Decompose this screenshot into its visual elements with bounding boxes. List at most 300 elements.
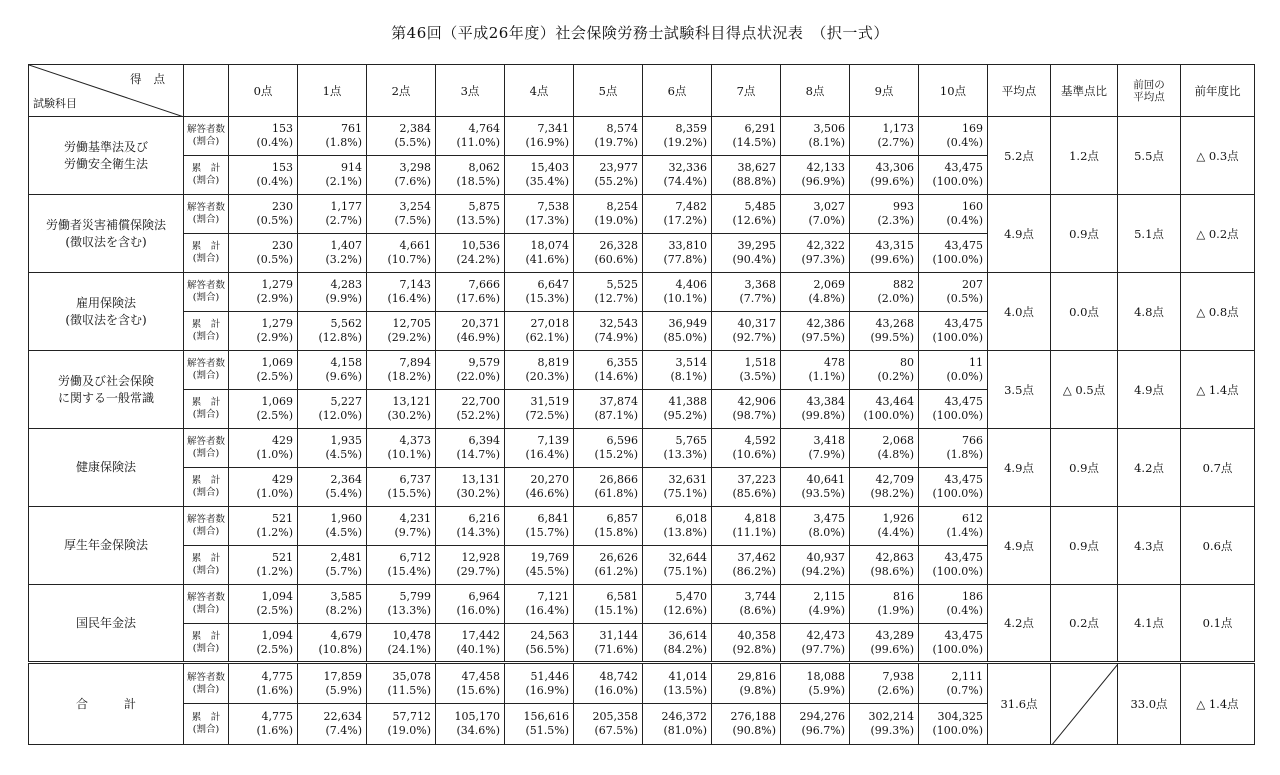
avg-score: 4.9点 [988,195,1051,273]
cell-percent: (10.1%) [663,292,707,305]
total-cumulative-cell-9 [850,704,919,745]
total-cumulative-cell-7 [712,704,781,745]
count-cell-4 [505,429,574,468]
cell-percent: (97.3%) [801,253,845,266]
cell-count: 17,442 [461,628,500,642]
cell-percent: (14.5%) [732,136,776,149]
avg-score: 4.9点 [988,429,1051,507]
count-cell-10 [919,429,988,468]
respondents-label: 解答者数 (割合) [184,195,229,234]
cell-percent: (29.7%) [456,565,500,578]
count-cell-5 [574,585,643,624]
cell-percent: (5.4%) [325,487,362,500]
total-avg-score: 31.6点 [988,663,1051,745]
cumulative-cell-9 [850,624,919,663]
cell-count: 43,268 [875,317,914,330]
cell-percent: (1.6%) [256,683,293,697]
cell-percent: (18.5%) [456,175,500,188]
cumulative-cell-1 [298,624,367,663]
avg-score: 4.2点 [988,585,1051,663]
cell-count: 2,115 [813,590,845,603]
base-ratio: 0.9点 [1051,195,1118,273]
cell-percent: (1.6%) [256,724,293,737]
cell-percent: (85.6%) [732,487,776,500]
cell-count: 23,977 [599,161,638,174]
cell-count: 761 [341,122,362,135]
cell-percent: (14.3%) [456,526,500,539]
respondents-label: 解答者数 (割合) [184,117,229,156]
count-cell-5 [574,273,643,312]
cell-count: 169 [962,122,983,135]
subject-name: 労働者災害補償保険法 (徴収法を含む) [29,195,184,273]
cell-count: 3,506 [813,122,845,135]
respondents-label: 解答者数 (割合) [184,351,229,390]
cell-percent: (16.9%) [525,683,569,697]
subject-name: 労働及び社会保険 に関する一般常識 [29,351,184,429]
cumulative-label: 累 計 (割合) [184,546,229,585]
cumulative-cell-3 [436,156,505,195]
cell-percent: (4.9%) [808,604,845,617]
cell-percent: (0.7%) [946,683,983,697]
corner-header [29,65,184,117]
cell-percent: (5.9%) [325,683,362,697]
cell-count: 3,418 [813,434,845,447]
cell-percent: (77.8%) [663,253,707,266]
cell-percent: (98.7%) [732,409,776,422]
cell-count: 1,407 [330,239,362,252]
cell-count: 6,712 [399,551,431,564]
cell-percent: (12.8%) [318,331,362,344]
cell-percent: (24.2%) [456,253,500,266]
cell-percent: (100.0%) [932,565,983,578]
cell-percent: (75.1%) [663,565,707,578]
cell-percent: (84.2%) [663,642,707,656]
cumulative-cell-4 [505,312,574,351]
cell-count: 153 [272,122,293,135]
cell-count: 612 [962,512,983,525]
cell-count: 3,514 [675,356,707,369]
cell-count: 6,841 [537,512,569,525]
cell-count: 38,627 [737,161,776,174]
cell-count: 24,563 [530,628,569,642]
cumulative-cell-7 [712,624,781,663]
cell-percent: (100.0%) [932,487,983,500]
cell-count: 15,403 [530,161,569,174]
count-cell-1 [298,117,367,156]
cell-percent: (8.2%) [325,604,362,617]
total-count-cell-10 [919,663,988,704]
count-cell-3 [436,507,505,546]
cell-count: 41,014 [668,669,707,683]
prev-avg-score: 4.1点 [1118,585,1181,663]
cumulative-label: 累 計 (割合) [184,704,229,745]
count-cell-10 [919,351,988,390]
base-ratio: 1.2点 [1051,117,1118,195]
cell-percent: (7.9%) [808,448,845,461]
score-header-9: 9点 [850,65,919,117]
cell-percent: (8.6%) [739,604,776,617]
count-cell-4 [505,195,574,234]
cell-percent: (4.5%) [325,526,362,539]
cell-count: 9,579 [468,356,500,369]
count-cell-2 [367,117,436,156]
cell-percent: (2.7%) [877,136,914,149]
base-ratio-header: 基準点比 [1051,65,1118,117]
cell-percent: (10.8%) [318,642,362,656]
cell-count: 7,143 [399,278,431,291]
count-cell-6 [643,507,712,546]
table-row [29,273,1255,312]
base-ratio: 0.9点 [1051,429,1118,507]
total-row [29,663,1255,704]
cumulative-cell-9 [850,390,919,429]
cell-count: 8,254 [606,200,638,213]
count-cell-4 [505,117,574,156]
subject-name: 厚生年金保険法 [29,507,184,585]
cumulative-cell-0 [229,624,298,663]
cumulative-cell-8 [781,468,850,507]
cumulative-cell-9 [850,234,919,273]
cell-percent: (9.7%) [394,526,431,539]
cell-percent: (11.1%) [732,526,776,539]
total-cumulative-cell-0 [229,704,298,745]
cell-percent: (88.8%) [732,175,776,188]
cell-count: 22,634 [323,710,362,723]
cell-count: 7,938 [882,669,914,683]
subject-name: 健康保険法 [29,429,184,507]
cell-percent: (15.5%) [387,487,431,500]
cumulative-cell-6 [643,234,712,273]
cell-count: 230 [272,239,293,252]
cumulative-cell-2 [367,312,436,351]
cell-percent: (99.3%) [870,724,914,737]
cell-percent: (55.2%) [594,175,638,188]
count-cell-10 [919,507,988,546]
score-header-2: 2点 [367,65,436,117]
count-cell-3 [436,273,505,312]
cell-percent: (10.1%) [387,448,431,461]
score-header-4: 4点 [505,65,574,117]
cell-percent: (12.0%) [318,409,362,422]
cell-count: 42,863 [875,551,914,564]
cell-percent: (46.6%) [525,487,569,500]
cell-count: 43,475 [944,395,983,408]
cell-count: 2,481 [330,551,362,564]
cell-percent: (16.0%) [594,683,638,697]
total-yoy-change: △ 1.4点 [1181,663,1255,745]
count-cell-6 [643,195,712,234]
respondents-label: 解答者数 (割合) [184,507,229,546]
cumulative-cell-1 [298,312,367,351]
cell-percent: (11.0%) [456,136,500,149]
table-row [29,351,1255,390]
cell-percent: (100.0%) [932,175,983,188]
cell-percent: (4.8%) [808,292,845,305]
total-cumulative-cell-3 [436,704,505,745]
cell-percent: (1.8%) [946,448,983,461]
cell-count: 80 [900,356,914,369]
count-cell-7 [712,195,781,234]
cell-percent: (13.5%) [456,214,500,227]
cell-count: 1,173 [882,122,914,135]
cell-percent: (0.4%) [256,175,293,188]
cell-count: 48,742 [599,669,638,683]
count-cell-0 [229,585,298,624]
respondents-label: 解答者数 (割合) [184,585,229,624]
cell-percent: (5.5%) [394,136,431,149]
total-base-ratio-empty [1051,663,1118,745]
cell-count: 32,543 [599,317,638,330]
cell-percent: (2.5%) [256,642,293,656]
cell-percent: (15.6%) [456,683,500,697]
cell-percent: (60.6%) [594,253,638,266]
cumulative-cell-10 [919,234,988,273]
cell-count: 4,679 [330,628,362,642]
base-ratio: 0.9点 [1051,507,1118,585]
cell-percent: (1.2%) [256,526,293,539]
count-cell-2 [367,273,436,312]
respondents-label: 解答者数 (割合) [184,663,229,704]
cell-count: 521 [272,512,293,525]
cell-count: 31,519 [530,395,569,408]
cell-count: 304,325 [937,710,983,723]
cumulative-cell-4 [505,234,574,273]
cell-count: 4,818 [744,512,776,525]
cell-count: 302,214 [868,710,914,723]
cell-percent: (5.9%) [808,683,845,697]
cell-percent: (30.2%) [387,409,431,422]
cumulative-cell-2 [367,624,436,663]
cumulative-cell-5 [574,390,643,429]
cumulative-cell-6 [643,390,712,429]
cell-percent: (10.6%) [732,448,776,461]
cell-percent: (97.7%) [801,642,845,656]
count-cell-8 [781,351,850,390]
cell-percent: (1.9%) [877,604,914,617]
corner-subject-label: 試験科目 [33,97,77,110]
cell-count: 51,446 [530,669,569,683]
cell-percent: (7.6%) [394,175,431,188]
cell-percent: (16.0%) [456,604,500,617]
cell-count: 4,283 [330,278,362,291]
cell-count: 5,227 [330,395,362,408]
subject-name: 雇用保険法 (徴収法を含む) [29,273,184,351]
cell-count: 7,538 [537,200,569,213]
cumulative-cell-5 [574,546,643,585]
cell-count: 32,336 [668,161,707,174]
total-cumulative-cell-5 [574,704,643,745]
cumulative-cell-2 [367,234,436,273]
cell-count: 1,279 [261,278,293,291]
cell-count: 5,799 [399,590,431,603]
cell-count: 32,644 [668,551,707,564]
cell-percent: (18.2%) [387,370,431,383]
cumulative-cell-6 [643,156,712,195]
cumulative-label: 累 計 (割合) [184,312,229,351]
cell-count: 43,475 [944,239,983,252]
cell-percent: (96.7%) [801,724,845,737]
cumulative-cell-10 [919,624,988,663]
cumulative-cell-8 [781,624,850,663]
cell-count: 993 [893,200,914,213]
cell-percent: (1.2%) [256,565,293,578]
cell-count: 43,475 [944,161,983,174]
cumulative-cell-3 [436,312,505,351]
score-header-1: 1点 [298,65,367,117]
cell-count: 26,626 [599,551,638,564]
count-cell-7 [712,507,781,546]
cell-count: 18,088 [806,669,845,683]
cell-percent: (9.9%) [325,292,362,305]
cell-percent: (0.0%) [946,370,983,383]
cell-percent: (2.9%) [256,292,293,305]
cell-count: 5,765 [675,434,707,447]
cell-percent: (99.6%) [870,642,914,656]
cumulative-cell-4 [505,546,574,585]
cell-percent: (100.0%) [932,724,983,737]
score-header-7: 7点 [712,65,781,117]
base-ratio: △ 0.5点 [1051,351,1118,429]
cell-count: 7,139 [537,434,569,447]
cell-count: 6,647 [537,278,569,291]
cell-count: 43,475 [944,317,983,330]
cumulative-cell-4 [505,156,574,195]
cell-count: 7,341 [537,122,569,135]
cell-percent: (3.5%) [739,370,776,383]
cell-percent: (17.3%) [525,214,569,227]
cell-percent: (15.8%) [594,526,638,539]
cumulative-cell-1 [298,468,367,507]
subject-name: 国民年金法 [29,585,184,663]
cell-percent: (99.6%) [870,175,914,188]
cell-percent: (2.6%) [877,683,914,697]
cell-count: 31,144 [599,628,638,642]
count-cell-6 [643,351,712,390]
avg-score: 3.5点 [988,351,1051,429]
cell-count: 20,371 [461,317,500,330]
cell-count: 19,769 [530,551,569,564]
cell-percent: (12.6%) [732,214,776,227]
cell-percent: (34.6%) [456,724,500,737]
count-cell-0 [229,429,298,468]
cell-count: 1,069 [261,395,293,408]
cell-percent: (100.0%) [863,409,914,422]
cell-count: 2,384 [399,122,431,135]
avg-score: 5.2点 [988,117,1051,195]
cell-count: 766 [962,434,983,447]
cell-count: 57,712 [392,710,431,723]
cumulative-cell-3 [436,234,505,273]
cell-count: 429 [272,434,293,447]
count-cell-8 [781,507,850,546]
cell-percent: (87.1%) [594,409,638,422]
cell-count: 4,592 [744,434,776,447]
cell-count: 5,875 [468,200,500,213]
cumulative-cell-8 [781,312,850,351]
cumulative-cell-2 [367,156,436,195]
cell-count: 5,485 [744,200,776,213]
cell-count: 26,328 [599,239,638,252]
table-row [29,585,1255,624]
cell-count: 43,289 [875,628,914,642]
cumulative-cell-3 [436,468,505,507]
cell-count: 11 [969,356,983,369]
cell-percent: (45.5%) [525,565,569,578]
cumulative-cell-0 [229,312,298,351]
cumulative-cell-3 [436,624,505,663]
cumulative-cell-4 [505,390,574,429]
cell-percent: (13.3%) [663,448,707,461]
respondents-label: 解答者数 (割合) [184,429,229,468]
prev-avg-score: 5.1点 [1118,195,1181,273]
cell-count: 3,585 [330,590,362,603]
cell-count: 13,131 [461,473,500,486]
cell-count: 3,368 [744,278,776,291]
cell-count: 32,631 [668,473,707,486]
cell-count: 8,062 [468,161,500,174]
cell-count: 230 [272,200,293,213]
cell-percent: (97.5%) [801,331,845,344]
cumulative-label: 累 計 (割合) [184,468,229,507]
cell-count: 4,775 [261,710,293,723]
cell-count: 26,866 [599,473,638,486]
cell-percent: (90.4%) [732,253,776,266]
total-count-cell-0 [229,663,298,704]
cell-count: 37,462 [737,551,776,564]
cell-count: 1,094 [261,590,293,603]
cell-count: 3,475 [813,512,845,525]
count-cell-10 [919,195,988,234]
count-cell-5 [574,351,643,390]
cell-percent: (24.1%) [387,642,431,656]
score-header-3: 3点 [436,65,505,117]
cell-count: 8,574 [606,122,638,135]
cell-count: 105,170 [454,710,500,723]
cell-count: 42,473 [806,628,845,642]
cumulative-cell-1 [298,156,367,195]
total-count-cell-3 [436,663,505,704]
cell-percent: (62.1%) [525,331,569,344]
cell-percent: (8.0%) [808,526,845,539]
cell-count: 521 [272,551,293,564]
cell-count: 40,641 [806,473,845,486]
cumulative-cell-1 [298,546,367,585]
count-cell-7 [712,585,781,624]
cell-count: 160 [962,200,983,213]
count-cell-8 [781,195,850,234]
count-cell-2 [367,429,436,468]
cell-percent: (75.1%) [663,487,707,500]
cell-count: 1,279 [261,317,293,330]
cell-count: 2,364 [330,473,362,486]
cell-percent: (19.0%) [594,214,638,227]
count-cell-9 [850,507,919,546]
cell-count: 882 [893,278,914,291]
cell-percent: (15.1%) [594,604,638,617]
cumulative-cell-5 [574,624,643,663]
count-cell-5 [574,429,643,468]
base-ratio: 0.0点 [1051,273,1118,351]
cell-percent: (0.5%) [256,214,293,227]
cell-percent: (1.1%) [808,370,845,383]
count-cell-7 [712,351,781,390]
count-cell-10 [919,273,988,312]
count-cell-7 [712,429,781,468]
total-cumulative-cell-2 [367,704,436,745]
cumulative-cell-6 [643,468,712,507]
cumulative-cell-1 [298,234,367,273]
cell-percent: (1.4%) [946,526,983,539]
